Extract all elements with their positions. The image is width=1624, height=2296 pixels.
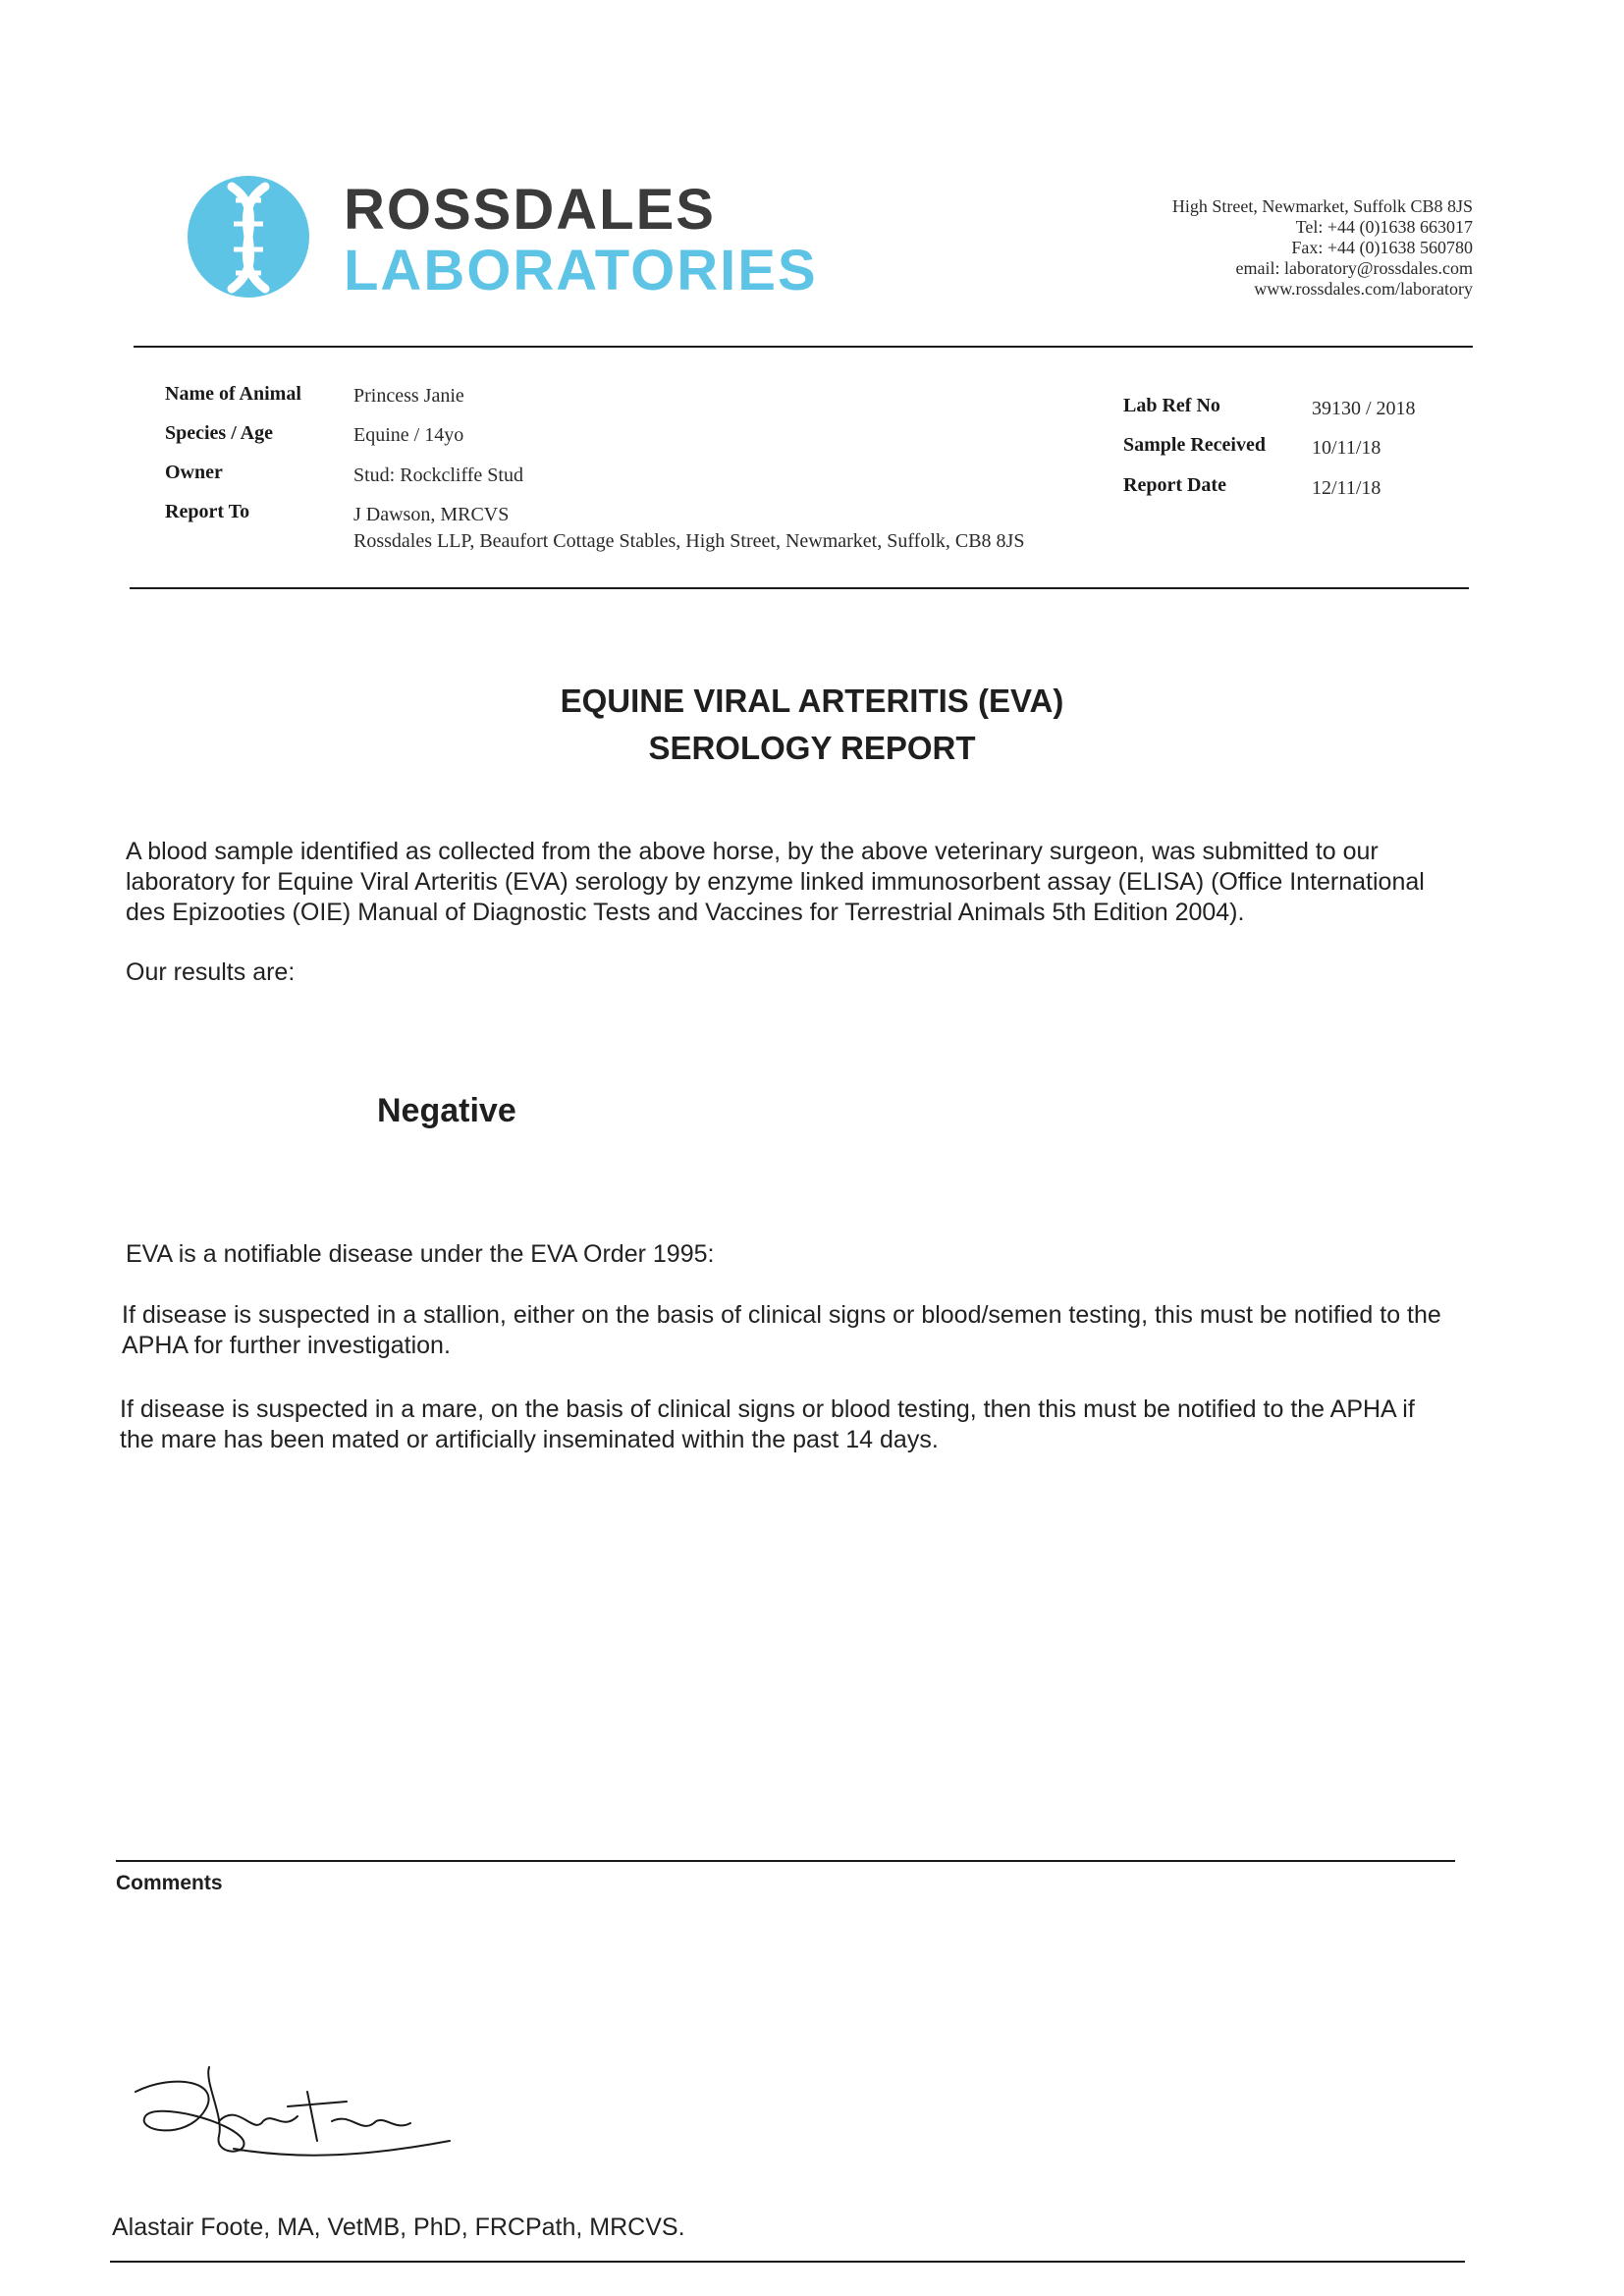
report-to-label: Report To bbox=[165, 501, 250, 522]
contact-fax: Fax: +44 (0)1638 560780 bbox=[1291, 238, 1473, 257]
owner-label: Owner bbox=[165, 462, 223, 483]
report-to-address: Rossdales LLP, Beaufort Cottage Stables, High Street, Newmarket, Suffolk, CB8 8JS bbox=[353, 530, 1025, 552]
sample-received-value: 10/11/18 bbox=[1312, 437, 1381, 459]
brand-name-line1: ROSSDALES bbox=[344, 178, 716, 242]
report-date-label: Report Date bbox=[1123, 474, 1226, 496]
report-title-line1: EQUINE VIRAL ARTERITIS (EVA) bbox=[560, 683, 1064, 719]
contact-tel: Tel: +44 (0)1638 663017 bbox=[1295, 217, 1473, 237]
owner-value: Stud: Rockcliffe Stud bbox=[353, 465, 523, 486]
mare-note: If disease is suspected in a mare, on the basis of clinical signs or blood testing, then this must be notified to the APHA if the mare has been mated or artificially inseminated within the past 14 days. bbox=[120, 1395, 1415, 1453]
comments-divider bbox=[116, 1860, 1455, 1862]
results-label: Our results are: bbox=[126, 958, 296, 986]
contact-email: email: laboratory@rossdales.com bbox=[1235, 258, 1473, 278]
contact-block bbox=[1172, 196, 1473, 300]
contact-address: High Street, Newmarket, Suffolk CB8 8JS bbox=[1171, 196, 1473, 216]
name-value: Princess Janie bbox=[353, 385, 464, 407]
dna-helix-icon bbox=[185, 173, 312, 301]
contact-website: www.rossdales.com/laboratory bbox=[1254, 279, 1473, 299]
intro-paragraph: A blood sample identified as collected from the above horse, by the above veterinary surgeon, was submitted to our laboratory for Equine Viral Arteritis (EVA) serology by enzyme linked immunosorbent assay (ELISA) (Office International des Epizooties (OIE) Manual of Diagnostic Tests and Vaccines for Terrestrial Animals 5th Edition 2004). bbox=[126, 838, 1425, 926]
sample-received-label: Sample Received bbox=[1123, 434, 1266, 456]
signature bbox=[116, 2062, 469, 2170]
report-title bbox=[0, 678, 1624, 772]
signature-divider bbox=[110, 2261, 1465, 2263]
report-title-line2: SEROLOGY REPORT bbox=[648, 730, 976, 766]
brand-name-line2: LABORATORIES bbox=[344, 239, 818, 302]
report-to-value: J Dawson, MRCVS bbox=[353, 504, 510, 525]
signer-name: Alastair Foote, MA, VetMB, PhD, FRCPath, MRCVS. bbox=[112, 2214, 685, 2241]
header-divider bbox=[134, 346, 1473, 348]
stallion-note: If disease is suspected in a stallion, either on the basis of clinical signs or blood/semen testing, this must be notified to the APHA for further investigation. bbox=[122, 1301, 1441, 1359]
info-divider bbox=[130, 587, 1469, 589]
report-date-value: 12/11/18 bbox=[1312, 477, 1381, 499]
species-value: Equine / 14yo bbox=[353, 424, 464, 446]
notifiable-note: EVA is a notifiable disease under the EVA Order 1995: bbox=[126, 1240, 715, 1268]
test-result: Negative bbox=[377, 1092, 516, 1129]
lab-ref-value: 39130 / 2018 bbox=[1312, 398, 1416, 419]
species-label: Species / Age bbox=[165, 422, 273, 444]
comments-label: Comments bbox=[116, 1872, 223, 1894]
lab-ref-label: Lab Ref No bbox=[1123, 395, 1220, 416]
name-label: Name of Animal bbox=[165, 383, 301, 405]
